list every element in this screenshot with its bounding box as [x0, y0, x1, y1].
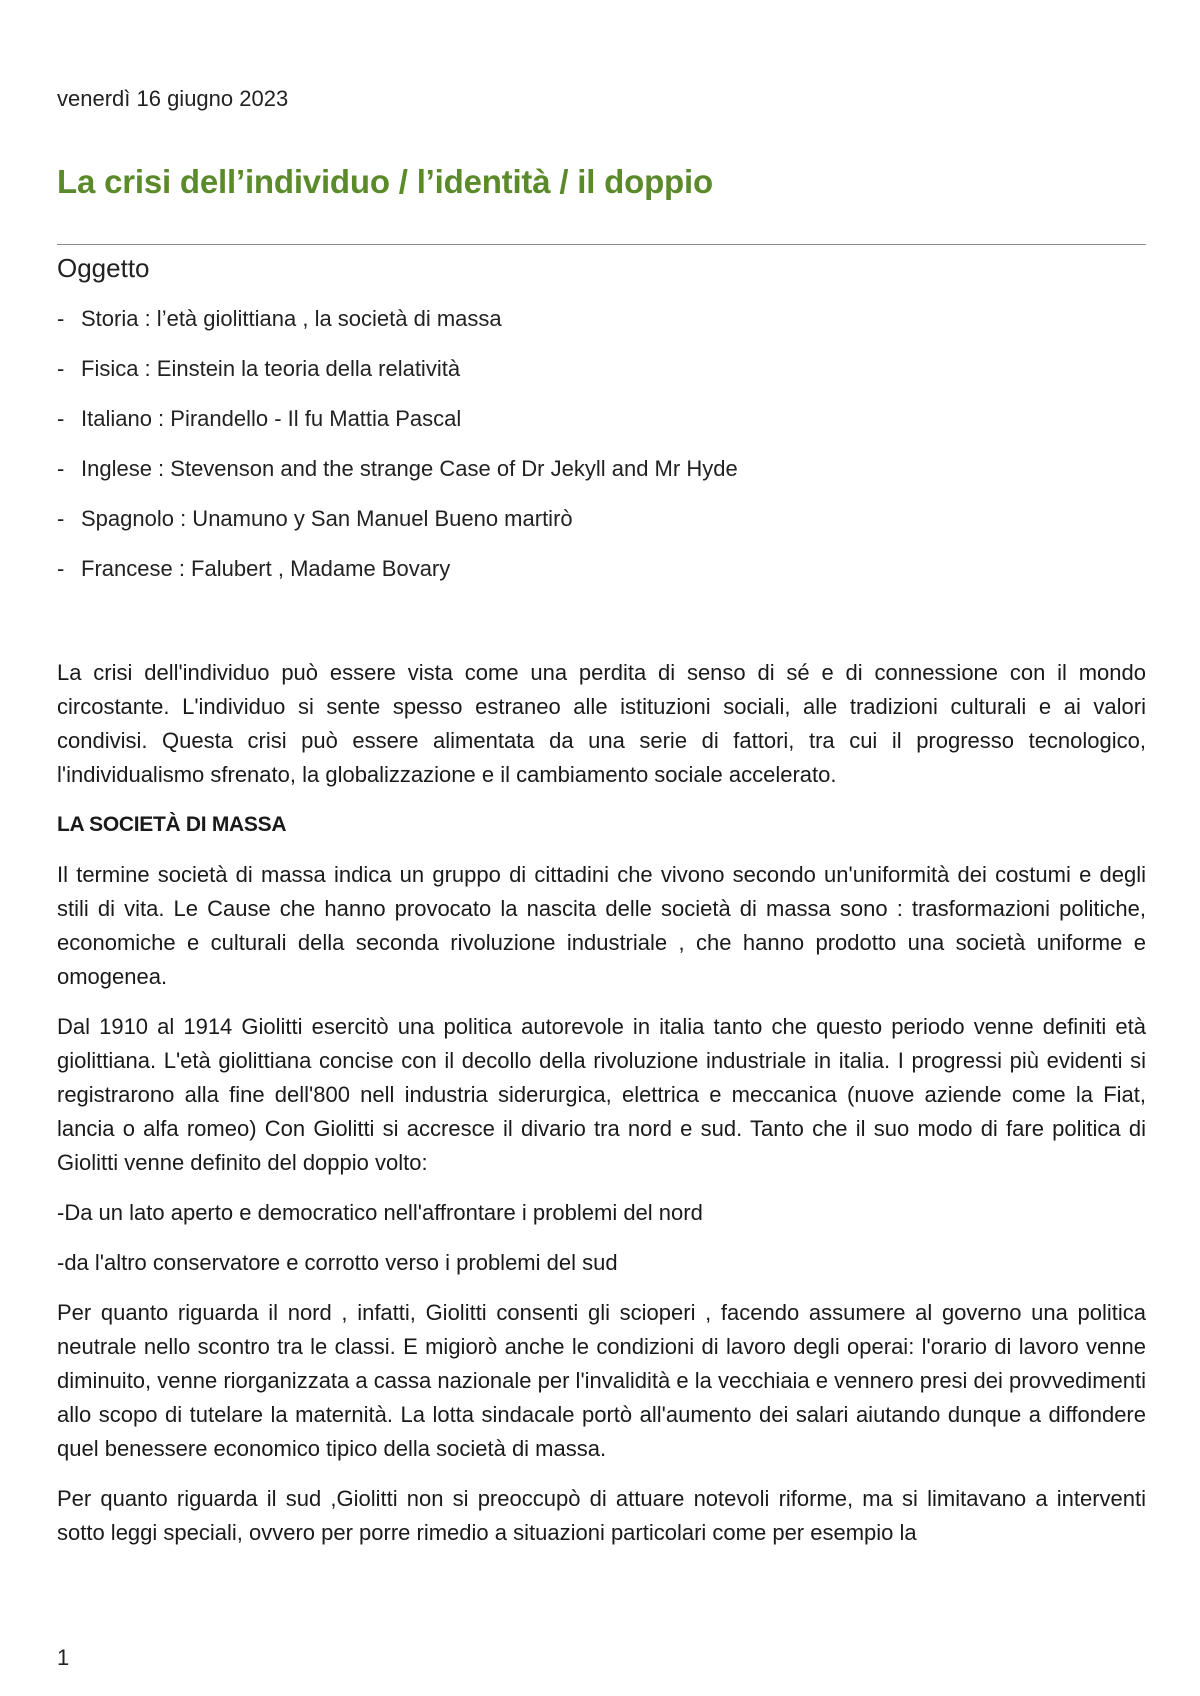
subject-item-text: Italiano : Pirandello - Il fu Mattia Pascal [81, 406, 462, 431]
intro-paragraph: La crisi dell'individuo può essere vista come una perdita di senso di sé e di connessione con il mondo circostante. L'individuo si sente spesso estraneo alle istituzioni sociali, alle tradizioni culturali e ai valori condivisi. Questa crisi può essere alimentata da una serie di fattori, tra cui il progresso tecnologico, l'individualismo sfrenato, la globalizzazione e il cambiamento sociale accelerato. [57, 660, 1146, 787]
dash-bullet-icon: - [57, 506, 65, 531]
mass-society-paragraph: Il termine società di massa indica un gruppo di cittadini che vivono secondo un'uniformità dei costumi e degli stili di vita. Le Cause che hanno provocato la nascita delle società di massa sono : trasformazioni politiche, economiche e culturali della seconda rivoluzione industriale , che hanno prodotto una società uniforme e omogenea. [57, 862, 1146, 989]
subject-item-text: Francese : Falubert , Madame Bovary [81, 556, 451, 581]
subject-label: Oggetto [57, 253, 150, 283]
title-divider [57, 244, 1146, 245]
dash-bullet-icon: - [57, 406, 65, 431]
dash-bullet-icon: - [57, 456, 65, 481]
document-body [57, 656, 1146, 1566]
section-heading: LA SOCIETÀ DI MASSA [57, 813, 287, 836]
north-paragraph: Per quanto riguarda il nord , infatti, Giolitti consenti gli scioperi , facendo assumere al governo una politica neutrale nello scontro tra le classi. E migiorò anche le condizioni di lavoro degli operai: l'orario di lavoro venne diminuito, venne riorganizzata a cassa nazionale per l'invalidità e la vecchiaia e vennero presi dei provvedimenti allo scopo di tutelare la maternità. La lotta sindacale portò all'aumento dei salari aiutando dunque a diffondere quel benessere economico tipico della società di massa. [57, 1300, 1146, 1461]
subject-item-text: Inglese : Stevenson and the strange Case of Dr Jekyll and Mr Hyde [81, 456, 738, 481]
list-item [57, 356, 738, 406]
dash-bullet-icon: - [57, 306, 65, 331]
subject-item-text: Fisica : Einstein la teoria della relatività [81, 356, 461, 381]
document-date: venerdì 16 giugno 2023 [57, 86, 289, 111]
list-item [57, 456, 738, 506]
subject-item-text: Spagnolo : Unamuno y San Manuel Bueno martirò [81, 506, 573, 531]
giolitti-paragraph: Dal 1910 al 1914 Giolitti esercitò una politica autorevole in italia tanto che questo periodo venne definiti età giolittiana. L'età giolittiana concise con il decollo della rivoluzione industriale in italia. I progressi più evidenti si registrarono alla fine dell'800 nell industria siderurgica, elettrica e meccanica (nuove aziende come la Fiat, lancia o alfa romeo) Con Giolitti si accresce il divario tra nord e sud. Tanto che il suo modo di fare politica di Giolitti venne definito del doppio volto: [57, 1014, 1146, 1175]
list-item [57, 556, 738, 606]
subject-item-text: Storia : l’età giolittiana , la società di massa [81, 306, 502, 331]
page-title: La crisi dell’individuo / l’identità / il doppio [57, 163, 713, 200]
dash-bullet-icon: - [57, 356, 65, 381]
north-line: -Da un lato aperto e democratico nell'affrontare i problemi del nord [57, 1200, 703, 1225]
list-item [57, 406, 738, 456]
list-item [57, 506, 738, 556]
south-line: -da l'altro conservatore e corrotto verso i problemi del sud [57, 1250, 618, 1275]
list-item [57, 306, 738, 356]
subject-list [57, 306, 738, 606]
south-paragraph: Per quanto riguarda il sud ,Giolitti non si preoccupò di attuare notevoli riforme, ma si limitavano a interventi sotto leggi speciali, ovvero per porre rimedio a situazioni particolari come per esempio la [57, 1486, 1146, 1545]
page-number: 1 [57, 1645, 70, 1670]
dash-bullet-icon: - [57, 556, 65, 581]
